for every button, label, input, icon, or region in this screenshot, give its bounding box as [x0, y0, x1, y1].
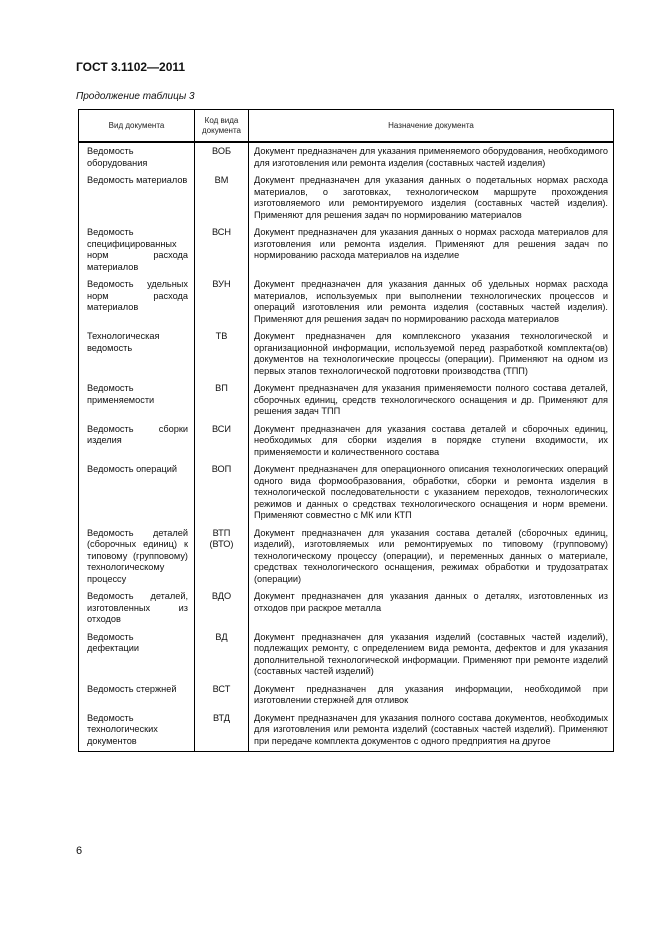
doc-type-cell: Ведомость удельных норм расхода материалов [79, 277, 195, 329]
doc-purpose-cell: Документ предназначен для указания данных об удельных нормах расхода материалов, используемых при выполнении технологических процессов и операций изготовления или ремонта изделия (составных частей изделия). Применяют для решения задач по нормированию расхода материалов [249, 277, 614, 329]
document-types-table [78, 109, 614, 752]
document-header: ГОСТ 3.1102—2011 [76, 60, 186, 74]
doc-purpose-cell: Документ предназначен для указания данных о деталях, изготовленных из отходов при раскрое металла [249, 589, 614, 630]
column-header-doc-purpose: Назначение документа [249, 110, 614, 143]
table-row [79, 142, 614, 173]
doc-code-cell: ВДО [195, 589, 249, 630]
doc-purpose-cell: Документ предназначен для указания состава деталей (сборочных единиц, изделий), изготовляемых или ремонтируемых по типовому (групповому) технологическому процессу (операции), и переменных данных о материале, средствах технологического оснащения, режимах обработки и трудозатратах (операции) [249, 526, 614, 590]
doc-code-cell: ВУН [195, 277, 249, 329]
doc-type-cell: Ведомость специфицированных норм расхода материалов [79, 225, 195, 277]
table-row [79, 711, 614, 752]
doc-purpose-cell: Документ предназначен для указания применяемого оборудования, необходимого для изготовления или ремонта изделия (составных частей изделия) [249, 142, 614, 173]
doc-code-cell: ВТД [195, 711, 249, 752]
page-number: 6 [76, 845, 83, 857]
doc-type-cell: Ведомость деталей, изготовленных из отходов [79, 589, 195, 630]
table-row [79, 225, 614, 277]
table-row [79, 526, 614, 590]
doc-code-cell: ВП [195, 381, 249, 422]
doc-purpose-cell: Документ предназначен для операционного описания технологических операций одного вида формообразования, обработки, сборки и ремонта изделия в технологической последовательности с указанием переходов, технологических режимов и данных о средствах технологического оснащения и норм времени. Применяют совместно с МК или КТП [249, 462, 614, 526]
doc-code-cell: ВМ [195, 173, 249, 225]
doc-type-cell: Ведомость деталей (сборочных единиц) к типовому (групповому) технологическому процессу [79, 526, 195, 590]
table-header-row [79, 110, 614, 143]
doc-type-cell: Ведомость дефектации [79, 630, 195, 682]
table-row [79, 630, 614, 682]
doc-purpose-cell: Документ предназначен для указания данных о нормах расхода материалов для изготовления или ремонта изделия. Применяют для решения задач по нормированию расхода материалов на изделие [249, 225, 614, 277]
table-row [79, 422, 614, 463]
table-continuation-caption: Продолжение таблицы 3 [76, 91, 195, 102]
doc-type-cell: Ведомость материалов [79, 173, 195, 225]
table-row [79, 329, 614, 381]
doc-type-cell: Ведомость стержней [79, 682, 195, 711]
doc-purpose-cell: Документ предназначен для указания изделий (составных частей изделий), подлежащих ремонту, с определением вида ремонта, дефектов и для указания дополнительной технологической информации. Применяют при ремонте изделий (составных частей изделий) [249, 630, 614, 682]
doc-purpose-cell: Документ предназначен для указания полного состава документов, необходимых для изготовления или ремонта изделий (составных частей изделий). Применяют при передаче комплекта документов с одного предприятия на другое [249, 711, 614, 752]
doc-code-cell: ВТП (ВТО) [195, 526, 249, 590]
doc-code-cell: ВСИ [195, 422, 249, 463]
table-row [79, 462, 614, 526]
column-header-doc-code: Код вида документа [195, 110, 249, 143]
doc-purpose-cell: Документ предназначен для указания информации, необходимой при изготовлении стержней для отливок [249, 682, 614, 711]
doc-code-cell: ВД [195, 630, 249, 682]
doc-type-cell: Ведомость оборудования [79, 142, 195, 173]
doc-code-cell: ТВ [195, 329, 249, 381]
doc-purpose-cell: Документ предназначен для указания данных о подетальных нормах расхода материалов, о заготовках, технологическом маршруте прохождения изготовляемого или ремонтируемого изделия (составных частей изделия). Применяют для решения задач по нормированию материалов [249, 173, 614, 225]
doc-type-cell: Технологическая ведомость [79, 329, 195, 381]
doc-purpose-cell: Документ предназначен для указания состава деталей и сборочных единиц, необходимых для сборки изделия в порядке ступени входимости, их применяемости и количественного состава [249, 422, 614, 463]
table-row [79, 589, 614, 630]
doc-code-cell: ВОП [195, 462, 249, 526]
doc-code-cell: ВСН [195, 225, 249, 277]
table-row [79, 173, 614, 225]
doc-purpose-cell: Документ предназначен для комплексного указания технологической и организационной информации, используемой перед разработкой комплекта(ов) документов на технологические процессы (операции). Применяют на одном из первых этапов технологической подготовки производства (ТПП) [249, 329, 614, 381]
doc-type-cell: Ведомость применяемости [79, 381, 195, 422]
doc-type-cell: Ведомость технологических документов [79, 711, 195, 752]
doc-code-cell: ВСТ [195, 682, 249, 711]
table-row [79, 277, 614, 329]
doc-code-cell: ВОБ [195, 142, 249, 173]
table-row [79, 682, 614, 711]
column-header-doc-type: Вид документа [79, 110, 195, 143]
table-row [79, 381, 614, 422]
doc-type-cell: Ведомость операций [79, 462, 195, 526]
doc-type-cell: Ведомость сборки изделия [79, 422, 195, 463]
doc-purpose-cell: Документ предназначен для указания применяемости полного состава деталей, сборочных единиц, средств технологического оснащения и др. Применяют для решения задач ТПП [249, 381, 614, 422]
